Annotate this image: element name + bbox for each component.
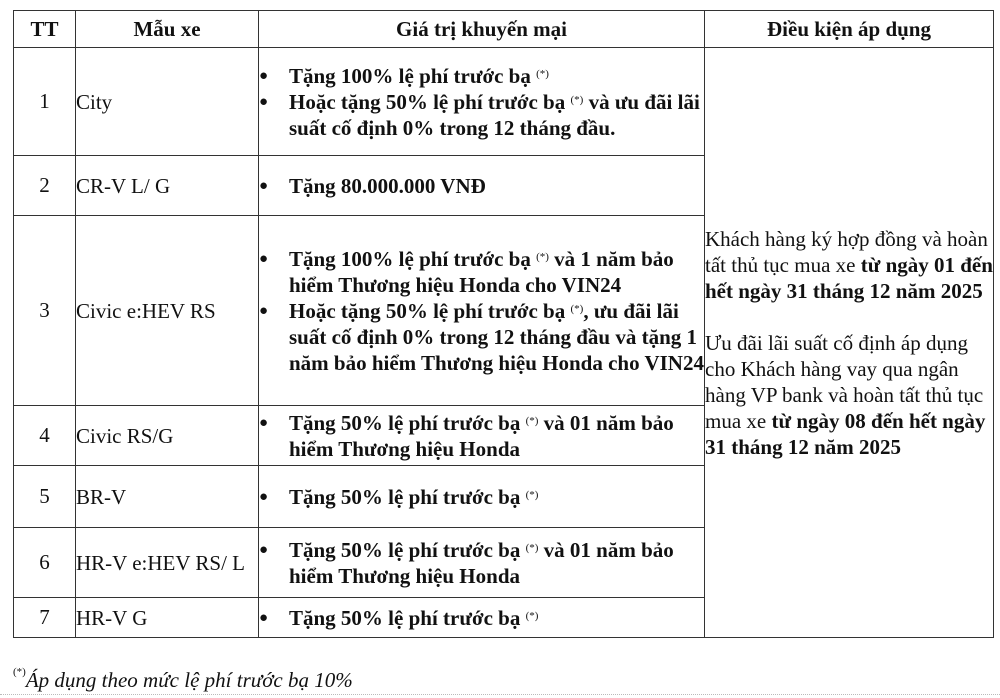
promotion-list bbox=[259, 173, 704, 199]
car-model: City bbox=[76, 48, 259, 156]
car-model: HR-V G bbox=[76, 598, 259, 638]
promotion-value bbox=[259, 406, 705, 466]
promotion-text: Tặng 100% lệ phí trước bạ bbox=[289, 246, 531, 271]
promotion-item bbox=[259, 173, 704, 199]
promotion-text-continued: và 01 năm bảo hiểm Thương hiệu Honda bbox=[289, 537, 674, 588]
promotion-value bbox=[259, 156, 705, 216]
footnote-text: Áp dụng theo mức lệ phí trước bạ 10% bbox=[25, 668, 353, 692]
row-number: 3 bbox=[14, 216, 76, 406]
header-promo-value: Giá trị khuyến mại bbox=[259, 11, 705, 48]
promotion-text: Tặng 80.000.000 VNĐ bbox=[289, 173, 486, 198]
row-number: 4 bbox=[14, 406, 76, 466]
promotion-list bbox=[259, 537, 704, 589]
promotion-item bbox=[259, 605, 704, 631]
note-marker: (*) bbox=[536, 67, 549, 80]
condition-paragraph bbox=[705, 330, 993, 460]
promotion-text-continued: và ưu đãi lãi suất cố định 0% trong 12 tháng đầu. bbox=[289, 89, 700, 140]
promotion-list bbox=[259, 484, 704, 510]
promotion-item bbox=[259, 484, 704, 510]
promotion-item bbox=[259, 246, 704, 298]
promotion-value bbox=[259, 598, 705, 638]
condition-text: Ưu đãi lãi suất cố định áp dụng cho Khách hàng vay qua ngân hàng VP bank và hoàn tất thủ tục mua xe bbox=[705, 330, 984, 433]
car-model: Civic e:HEV RS bbox=[76, 216, 259, 406]
condition-text: Khách hàng ký hợp đồng và hoàn tất thủ tục mua xe bbox=[705, 226, 988, 277]
row-number: 5 bbox=[14, 466, 76, 528]
promotion-item bbox=[259, 298, 704, 376]
header-conditions: Điều kiện áp dụng bbox=[705, 11, 994, 48]
car-model: CR-V L/ G bbox=[76, 156, 259, 216]
table-row bbox=[14, 48, 994, 156]
page-divider bbox=[0, 694, 1000, 695]
car-model: HR-V e:HEV RS/ L bbox=[76, 528, 259, 598]
note-marker: (*) bbox=[525, 541, 539, 554]
promotion-text: Tặng 100% lệ phí trước bạ bbox=[289, 63, 531, 88]
promotion-list bbox=[259, 246, 704, 376]
promotion-value bbox=[259, 48, 705, 156]
row-number: 2 bbox=[14, 156, 76, 216]
application-conditions bbox=[705, 48, 994, 638]
car-model: BR-V bbox=[76, 466, 259, 528]
header-tt: TT bbox=[14, 11, 76, 48]
promotion-value bbox=[259, 528, 705, 598]
promotion-text: Tặng 50% lệ phí trước bạ bbox=[289, 484, 521, 509]
row-number: 1 bbox=[14, 48, 76, 156]
note-marker: (*) bbox=[525, 609, 539, 622]
condition-date-range: từ ngày 08 đến hết ngày 31 tháng 12 năm 2025 bbox=[705, 408, 986, 459]
row-number: 7 bbox=[14, 598, 76, 638]
footnote bbox=[13, 668, 353, 693]
promotion-text: Hoặc tặng 50% lệ phí trước bạ bbox=[289, 89, 566, 114]
note-marker: (*) bbox=[570, 302, 584, 315]
promotion-text: Tặng 50% lệ phí trước bạ bbox=[289, 537, 521, 562]
promotion-value bbox=[259, 216, 705, 406]
condition-paragraph bbox=[705, 226, 993, 304]
car-model: Civic RS/G bbox=[76, 406, 259, 466]
promotion-text-continued: , ưu đãi lãi suất cố định 0% trong 12 tháng đầu và tặng 1 năm bảo hiểm Thương hiệu Honda cho VIN24 bbox=[289, 298, 704, 375]
note-marker: (*) bbox=[525, 414, 539, 427]
promotion-item bbox=[259, 537, 704, 589]
table-header-row bbox=[14, 11, 994, 48]
promotion-text: Tặng 50% lệ phí trước bạ bbox=[289, 410, 521, 435]
promotion-item bbox=[259, 63, 704, 89]
promotion-text: Tặng 50% lệ phí trước bạ bbox=[289, 605, 521, 630]
promotion-text-continued: và 1 năm bảo hiểm Thương hiệu Honda cho VIN24 bbox=[289, 246, 674, 297]
promotion-item bbox=[259, 410, 704, 462]
promotion-item bbox=[259, 89, 704, 141]
promotion-value bbox=[259, 466, 705, 528]
promotion-text-continued: và 01 năm bảo hiểm Thương hiệu Honda bbox=[289, 410, 674, 461]
condition-date-range: từ ngày 01 đến hết ngày 31 tháng 12 năm 2025 bbox=[705, 252, 993, 303]
promotion-list bbox=[259, 605, 704, 631]
promotion-list bbox=[259, 410, 704, 462]
note-marker: (*) bbox=[525, 488, 539, 501]
promotion-table bbox=[13, 10, 994, 638]
promotion-text: Hoặc tặng 50% lệ phí trước bạ bbox=[289, 298, 566, 323]
note-marker: (*) bbox=[570, 93, 584, 106]
row-number: 6 bbox=[14, 528, 76, 598]
footnote-marker: (*) bbox=[13, 666, 26, 678]
note-marker: (*) bbox=[536, 250, 549, 263]
promotion-list bbox=[259, 63, 704, 141]
header-model: Mẫu xe bbox=[76, 11, 259, 48]
